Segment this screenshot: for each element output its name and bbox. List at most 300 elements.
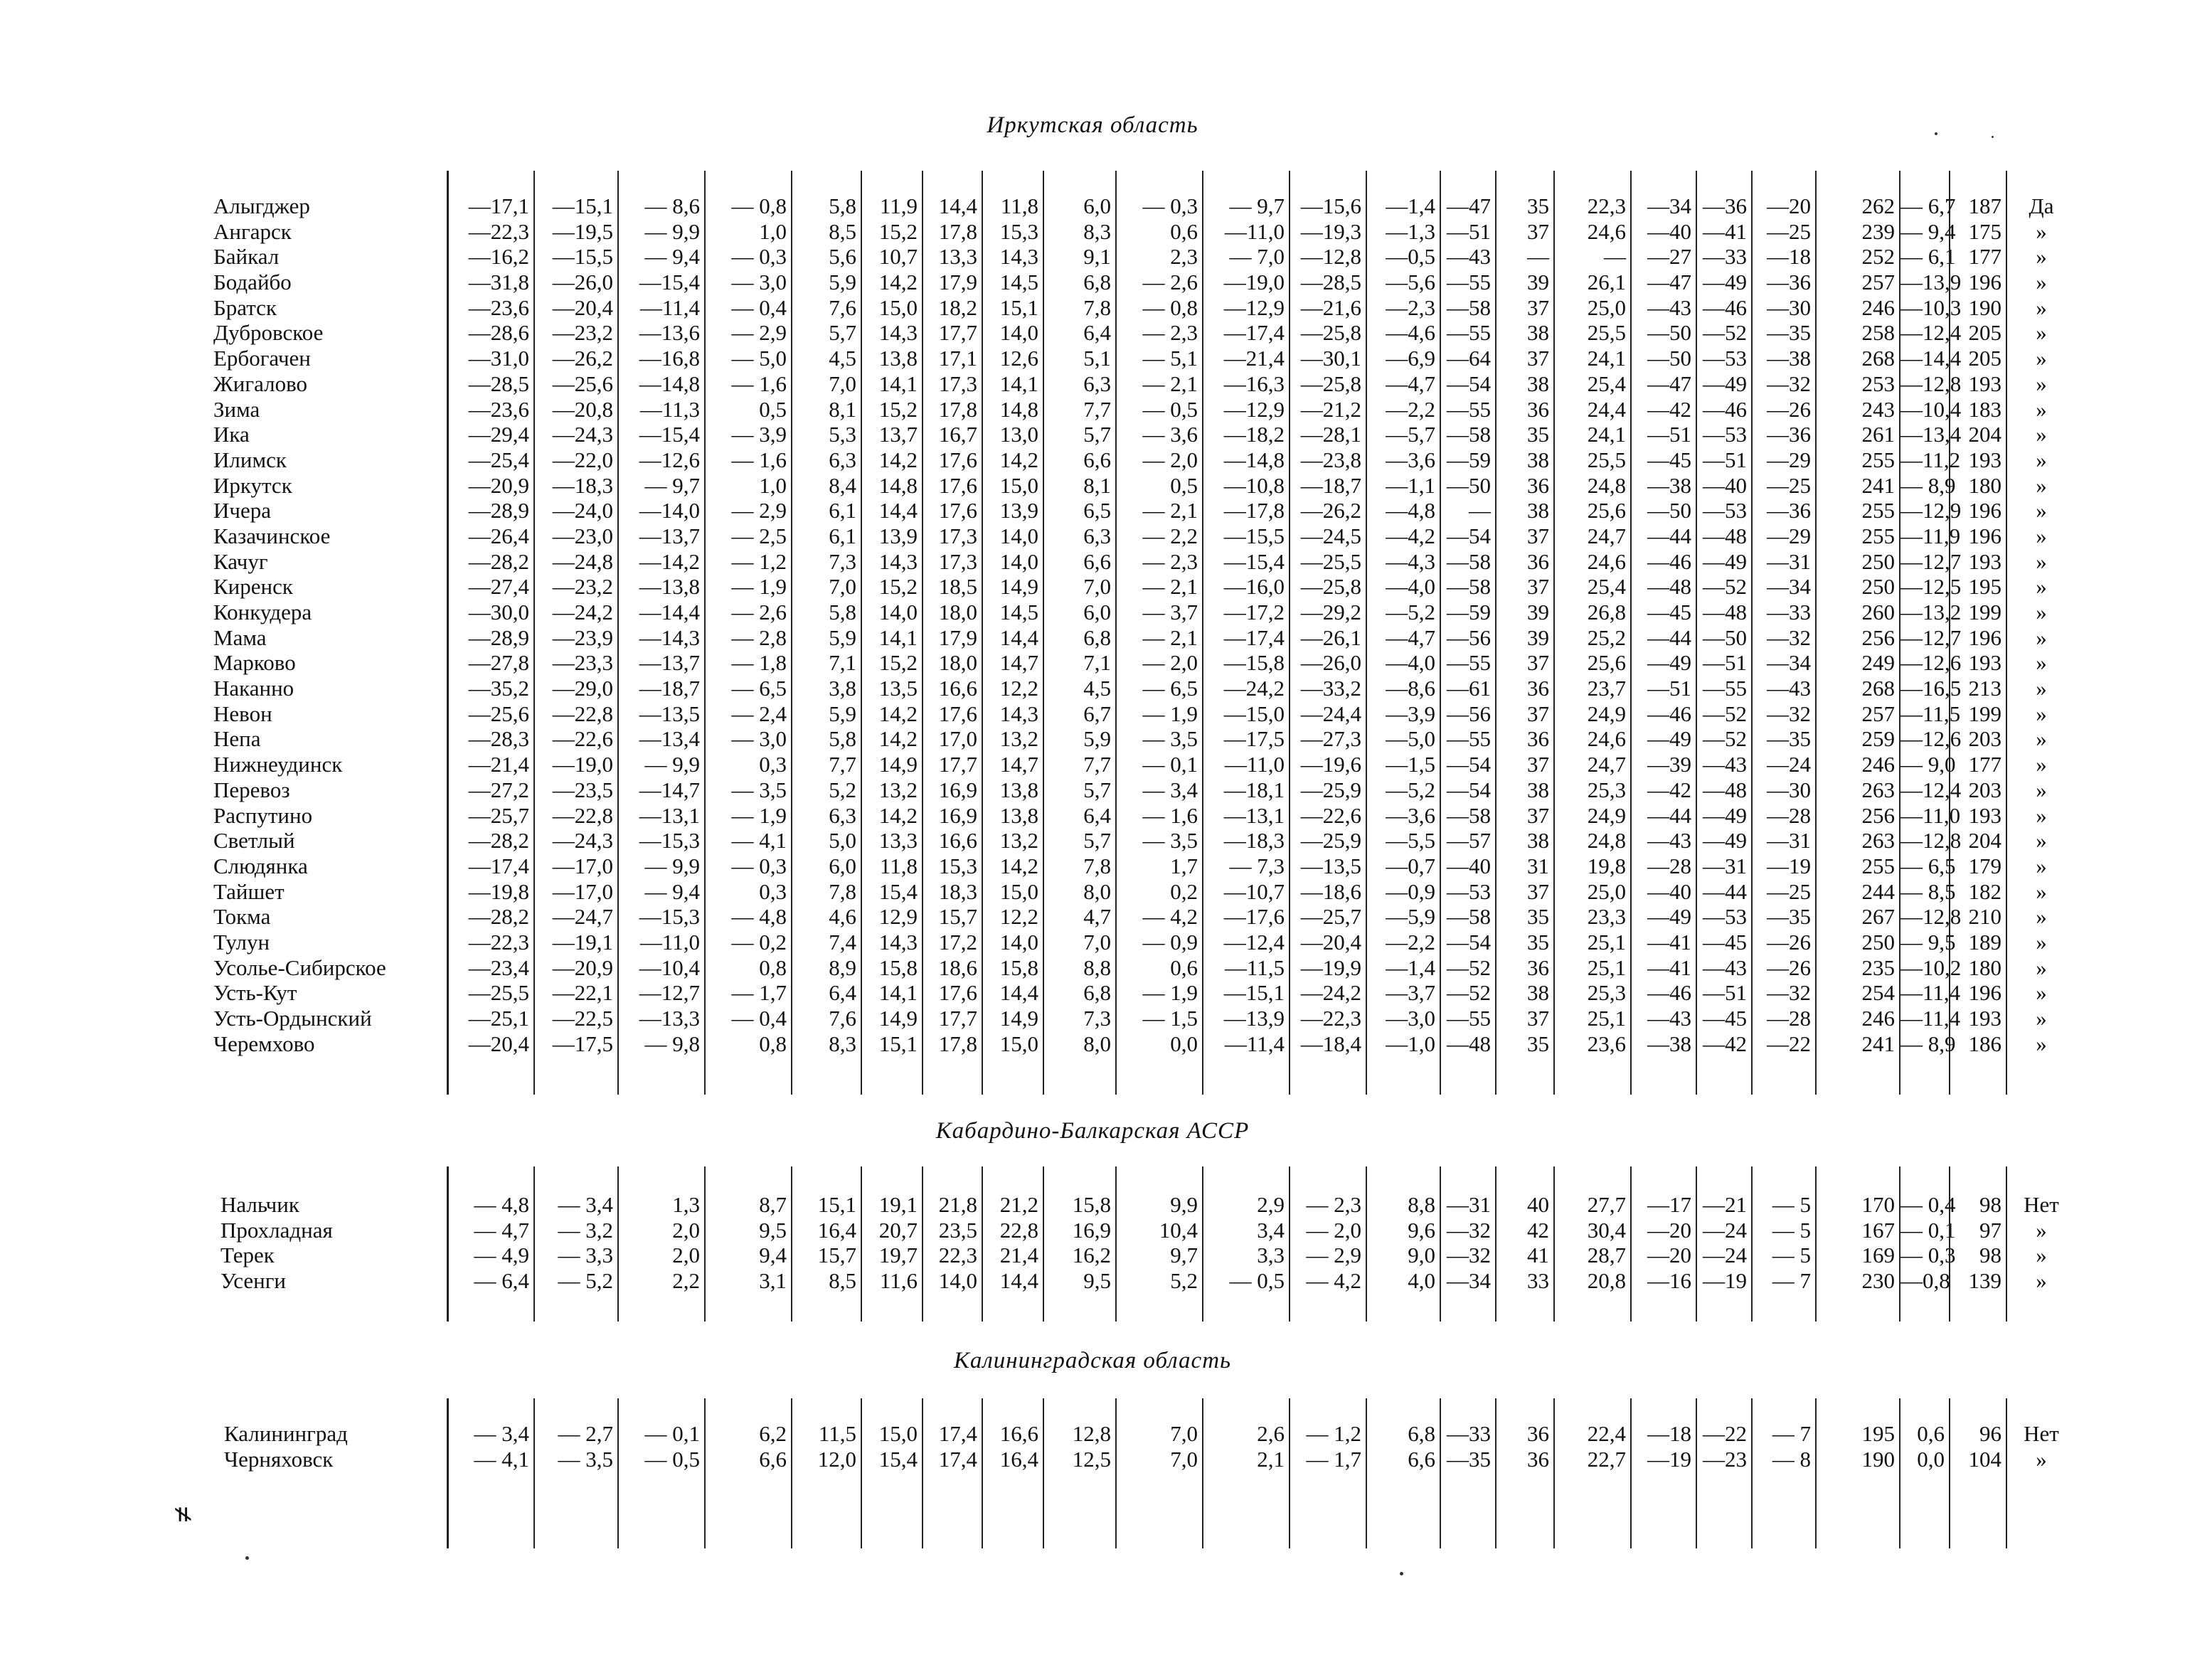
- table-cell: 42: [1527, 1217, 1549, 1243]
- table-cell: 8,0: [1083, 1031, 1111, 1056]
- table-cell: 14,4: [999, 980, 1038, 1006]
- table-cell: —28,3: [468, 726, 529, 752]
- station-name: Терек: [220, 1243, 275, 1268]
- station-name: Невон: [213, 701, 272, 726]
- table-cell: —25,9: [1300, 777, 1361, 802]
- data-column: [1289, 1398, 1366, 1548]
- table-cell: — 6,1: [1900, 244, 1956, 270]
- table-cell: —24,5: [1300, 523, 1361, 548]
- station-name: Черемхово: [213, 1031, 315, 1056]
- table-cell: —18,3: [1223, 828, 1285, 854]
- table-cell: 14,8: [878, 472, 918, 498]
- table-cell: 255: [1861, 853, 1895, 878]
- table-cell: —29: [1767, 447, 1811, 472]
- table-cell: 24,6: [1587, 548, 1626, 574]
- table-cell: —2,3: [1386, 294, 1435, 320]
- station-name: Казачинское: [213, 523, 331, 548]
- table-cell: —34: [1447, 1268, 1491, 1294]
- table-cell: —12,6: [1900, 650, 1962, 676]
- table-cell: —13,1: [639, 802, 700, 828]
- table-cell: 7,0: [1083, 929, 1111, 955]
- table-cell: — 2,3: [1142, 548, 1198, 574]
- table-cell: — 5: [1772, 1217, 1811, 1243]
- table-cell: —21,4: [1223, 346, 1285, 371]
- table-cell: 6,6: [1408, 1446, 1435, 1472]
- table-cell: 6,8: [1408, 1421, 1435, 1446]
- table-cell: 17,4: [938, 1421, 977, 1446]
- table-cell: —45: [1703, 1006, 1747, 1031]
- table-cell: —51: [1447, 218, 1491, 244]
- table-cell: —20,4: [552, 294, 613, 320]
- table-cell: —13,9: [1223, 1006, 1285, 1031]
- table-cell: — 6,5: [731, 676, 787, 701]
- table-cell: —58: [1447, 422, 1491, 447]
- data-column: [1115, 171, 1202, 1095]
- table-cell: —18,7: [1300, 472, 1361, 498]
- table-cell: 256: [1861, 624, 1895, 650]
- table-cell: —23,2: [552, 320, 613, 346]
- data-column: [861, 1166, 922, 1322]
- table-cell: —22,6: [552, 726, 613, 752]
- table-cell: —11,2: [1900, 447, 1961, 472]
- table-cell: — 1,8: [731, 650, 787, 676]
- data-column: [1495, 1398, 1553, 1548]
- table-cell: —: [1604, 244, 1626, 270]
- table-cell: —44: [1703, 878, 1747, 904]
- table-cell: 8,4: [829, 472, 856, 498]
- table-cell: 3,3: [1257, 1243, 1285, 1268]
- table-cell: 169: [1861, 1243, 1895, 1268]
- table-cell: —: [1527, 244, 1549, 270]
- table-cell: —19,8: [468, 878, 529, 904]
- table-cell: 241: [1861, 472, 1895, 498]
- table-cell: —40: [1447, 853, 1491, 878]
- table-cell: 24,7: [1587, 523, 1626, 548]
- last-column: [2013, 193, 2070, 1056]
- table-cell: — 7: [1772, 1268, 1811, 1294]
- table-cell: 7,7: [1083, 396, 1111, 422]
- data-column: [1366, 1166, 1440, 1322]
- table-cell: — 9,9: [644, 218, 700, 244]
- table-cell: 257: [1861, 270, 1895, 295]
- table-cell: —27: [1647, 244, 1691, 270]
- table-cell: 14,2: [999, 853, 1038, 878]
- table-cell: —49: [1703, 371, 1747, 396]
- table-cell: 195: [1968, 574, 2001, 600]
- table-cell: 14,3: [999, 244, 1038, 270]
- table-cell: —22,1: [552, 980, 613, 1006]
- station-names: [224, 1421, 348, 1472]
- table-cell: —25,5: [1300, 548, 1361, 574]
- table-cell: —12,4: [1223, 929, 1285, 955]
- table-cell: 8,3: [1083, 218, 1111, 244]
- table-cell: 0,5: [1170, 472, 1198, 498]
- data-column: [1202, 171, 1289, 1095]
- table-cell: 37: [1527, 1006, 1549, 1031]
- table-cell: —13,6: [639, 320, 700, 346]
- table-cell: —17,4: [1223, 320, 1285, 346]
- table-cell: —29,2: [1300, 600, 1361, 624]
- table-cell: 13,9: [878, 523, 918, 548]
- table-cell: 38: [1527, 777, 1549, 802]
- data-column: [617, 1166, 704, 1322]
- table-cell: —27,3: [1300, 726, 1361, 752]
- table-cell: —12,8: [1900, 904, 1962, 930]
- data-column: [1366, 1398, 1440, 1548]
- table-cell: —24,2: [1223, 676, 1285, 701]
- table-cell: — 7,3: [1229, 853, 1285, 878]
- table-cell: —15,4: [1223, 548, 1285, 574]
- table-cell: —31: [1703, 853, 1747, 878]
- table-cell: —36: [1767, 270, 1811, 295]
- table-cell: —22,5: [552, 1006, 613, 1031]
- table-cell: 13,0: [999, 422, 1038, 447]
- table-cell: —42: [1647, 777, 1691, 802]
- table-cell: — 6,5: [1900, 853, 1956, 878]
- table-cell: —47: [1647, 270, 1691, 295]
- table-cell: 16,9: [938, 777, 977, 802]
- table-cell: 13,9: [999, 498, 1038, 523]
- table-cell: 3,1: [759, 1268, 787, 1294]
- table-cell: 26,1: [1587, 270, 1626, 295]
- station-name: Распутино: [213, 802, 313, 828]
- table-cell: 11,9: [879, 193, 918, 218]
- table-cell: —4,3: [1386, 548, 1435, 574]
- table-cell: 37: [1527, 650, 1549, 676]
- table-cell: —23,3: [552, 650, 613, 676]
- table-cell: 2,0: [672, 1243, 700, 1268]
- table-cell: — 1,9: [731, 574, 787, 600]
- table-cell: —4,8: [1386, 498, 1435, 523]
- last-column-cell: »: [2036, 878, 2047, 904]
- table-cell: —14,4: [1900, 346, 1962, 371]
- table-cell: 24,6: [1587, 726, 1626, 752]
- table-cell: —51: [1703, 980, 1747, 1006]
- table-cell: —36: [1767, 498, 1811, 523]
- table-cell: —54: [1447, 752, 1491, 777]
- table-cell: 1,0: [759, 472, 787, 498]
- data-column: [617, 1398, 704, 1548]
- table-cell: —20: [1767, 193, 1811, 218]
- table-cell: 25,1: [1587, 955, 1626, 980]
- table-cell: —5,6: [1386, 270, 1435, 295]
- table-cell: —24: [1703, 1217, 1747, 1243]
- table-cell: — 5: [1772, 1243, 1811, 1268]
- table-cell: —20,4: [468, 1031, 529, 1056]
- table-cell: 7,7: [1083, 752, 1111, 777]
- table-cell: —15,5: [552, 244, 613, 270]
- table-cell: —36: [1703, 193, 1747, 218]
- table-cell: 14,0: [878, 600, 918, 624]
- table-cell: 253: [1861, 371, 1895, 396]
- table-cell: 263: [1861, 777, 1895, 802]
- table-cell: —25,7: [468, 802, 529, 828]
- table-cell: — 3,0: [731, 726, 787, 752]
- table-cell: 254: [1861, 980, 1895, 1006]
- table-cell: 6,4: [829, 980, 856, 1006]
- table-cell: 257: [1861, 701, 1895, 726]
- table-cell: 14,9: [999, 574, 1038, 600]
- table-cell: —2,2: [1386, 929, 1435, 955]
- table-cell: 12,0: [817, 1446, 856, 1472]
- table-cell: —17,2: [1223, 600, 1285, 624]
- table-cell: 14,3: [878, 929, 918, 955]
- data-column: [447, 1166, 533, 1322]
- table-cell: — 9,9: [644, 752, 700, 777]
- table-cell: 35: [1527, 904, 1549, 930]
- table-cell: —54: [1447, 523, 1491, 548]
- table-cell: —14,8: [1223, 447, 1285, 472]
- table-cell: —52: [1447, 980, 1491, 1006]
- table-cell: —51: [1703, 650, 1747, 676]
- table-cell: 14,2: [999, 447, 1038, 472]
- table-cell: —51: [1647, 676, 1691, 701]
- table-cell: 6,6: [759, 1446, 787, 1472]
- table-cell: — 9,9: [644, 853, 700, 878]
- table-cell: 23,5: [938, 1217, 977, 1243]
- table-cell: —1,4: [1386, 955, 1435, 980]
- table-cell: —55: [1447, 1006, 1491, 1031]
- last-column-cell: »: [2036, 676, 2047, 701]
- last-column-cell: »: [2036, 726, 2047, 752]
- table-cell: 1,7: [1170, 853, 1198, 878]
- table-cell: —48: [1647, 574, 1691, 600]
- table-cell: —15,4: [639, 422, 700, 447]
- table-cell: 182: [1968, 878, 2001, 904]
- data-column: [1115, 1398, 1202, 1548]
- table-cell: —54: [1447, 777, 1491, 802]
- data-column: [1949, 1166, 2006, 1322]
- table-cell: 5,9: [1083, 726, 1111, 752]
- table-cell: 6,1: [829, 523, 856, 548]
- table-cell: —38: [1647, 1031, 1691, 1056]
- table-cell: 21,8: [938, 1192, 977, 1217]
- table-cell: 25,5: [1587, 447, 1626, 472]
- table-cell: —58: [1447, 574, 1491, 600]
- table-cell: 195: [1861, 1421, 1895, 1446]
- table-cell: 252: [1861, 244, 1895, 270]
- table-cell: —54: [1447, 371, 1491, 396]
- table-cell: —11,5: [1224, 955, 1285, 980]
- table-cell: — 0,9: [1142, 929, 1198, 955]
- table-cell: 193: [1968, 548, 2001, 574]
- table-cell: 24,1: [1587, 422, 1626, 447]
- table-cell: 39: [1527, 600, 1549, 624]
- table-cell: 36: [1527, 676, 1549, 701]
- table-cell: 9,1: [1083, 244, 1111, 270]
- data-column: [1553, 171, 1630, 1095]
- station-name: Ичера: [213, 498, 271, 523]
- table-cell: — 1,7: [1306, 1446, 1361, 1472]
- table-cell: 33: [1527, 1268, 1549, 1294]
- table-cell: 249: [1861, 650, 1895, 676]
- table-cell: —50: [1647, 346, 1691, 371]
- table-cell: —11,0: [1224, 752, 1285, 777]
- table-cell: 5,1: [1083, 346, 1111, 371]
- data-column: [982, 1166, 1043, 1322]
- table-cell: — 2,3: [1306, 1192, 1361, 1217]
- table-cell: —19: [1703, 1268, 1747, 1294]
- table-cell: —12,7: [1900, 548, 1962, 574]
- table-cell: 2,9: [1257, 1192, 1285, 1217]
- table-cell: — 2,6: [1142, 270, 1198, 295]
- table-cell: —28: [1647, 853, 1691, 878]
- table-cell: —25,4: [468, 447, 529, 472]
- table-cell: —22,8: [552, 701, 613, 726]
- table-cell: —36: [1767, 422, 1811, 447]
- table-cell: —5,2: [1386, 600, 1435, 624]
- table-cell: 9,5: [1083, 1268, 1111, 1294]
- table-cell: —25,1: [468, 1006, 529, 1031]
- table-cell: 179: [1968, 853, 2001, 878]
- station-name: Жигалово: [213, 371, 308, 396]
- last-column-cell: »: [2036, 1217, 2047, 1243]
- table-cell: —39: [1647, 752, 1691, 777]
- table-cell: —21: [1703, 1192, 1747, 1217]
- table-cell: 5,7: [1083, 422, 1111, 447]
- table-cell: 13,3: [938, 244, 977, 270]
- table-cell: 14,9: [878, 752, 918, 777]
- scan-speck: [245, 1556, 249, 1560]
- station-name: Усенги: [220, 1268, 287, 1294]
- last-column-cell: »: [2036, 244, 2047, 270]
- table-cell: —43: [1767, 676, 1811, 701]
- table-cell: 36: [1527, 1446, 1549, 1472]
- table-cell: —58: [1447, 802, 1491, 828]
- table-cell: — 0,4: [731, 294, 787, 320]
- table-cell: 15,0: [999, 1031, 1038, 1056]
- table-cell: — 1,9: [731, 802, 787, 828]
- last-column-cell: »: [2036, 218, 2047, 244]
- table-cell: 8,0: [1083, 878, 1111, 904]
- table-cell: —15,0: [1223, 701, 1285, 726]
- data-column: [1696, 171, 1751, 1095]
- table-cell: —18,2: [1223, 422, 1285, 447]
- data-column: [922, 1166, 982, 1322]
- table-cell: 36: [1527, 548, 1549, 574]
- table-cell: 25,2: [1587, 624, 1626, 650]
- table-cell: 15,8: [878, 955, 918, 980]
- table-cell: — 9,0: [1900, 752, 1956, 777]
- table-cell: 7,0: [829, 371, 856, 396]
- table-cell: —12,4: [1900, 320, 1962, 346]
- table-cell: —53: [1703, 422, 1747, 447]
- table-cell: 8,8: [1408, 1192, 1435, 1217]
- table-cell: —4,7: [1386, 371, 1435, 396]
- table-cell: —28,9: [468, 624, 529, 650]
- table-cell: —49: [1647, 904, 1691, 930]
- table-cell: —12,7: [639, 980, 700, 1006]
- table-cell: — 1,9: [1142, 980, 1198, 1006]
- table-cell: 250: [1861, 574, 1895, 600]
- table-cell: 24,1: [1587, 346, 1626, 371]
- table-cell: —43: [1703, 752, 1747, 777]
- table-cell: —22,6: [1300, 802, 1361, 828]
- data-column: [617, 171, 704, 1095]
- table-cell: —28,2: [468, 828, 529, 854]
- table-cell: 246: [1861, 1006, 1895, 1031]
- table-cell: — 3,5: [558, 1446, 613, 1472]
- table-cell: 15,8: [999, 955, 1038, 980]
- table-cell: 16,4: [817, 1217, 856, 1243]
- data-column: [533, 171, 617, 1095]
- table-cell: —24,8: [552, 548, 613, 574]
- station-name: Слюдянка: [213, 853, 308, 878]
- table-cell: — 3,0: [731, 270, 787, 295]
- table-cell: —10,2: [1900, 955, 1962, 980]
- table-cell: —23,0: [552, 523, 613, 548]
- table-cell: 10,7: [878, 244, 918, 270]
- table-cell: 14,3: [878, 548, 918, 574]
- table-cell: 11,5: [818, 1421, 856, 1446]
- table-cell: — 1,6: [731, 371, 787, 396]
- table-cell: 39: [1527, 270, 1549, 295]
- station-name: Бодайбо: [213, 270, 292, 295]
- table-cell: 25,5: [1587, 320, 1626, 346]
- station-name: Черняховск: [224, 1446, 334, 1472]
- table-cell: —55: [1447, 270, 1491, 295]
- data-column: [1366, 171, 1440, 1095]
- table-cell: — 9,7: [1229, 193, 1285, 218]
- table-cell: 17,7: [938, 320, 977, 346]
- table-cell: 37: [1527, 574, 1549, 600]
- table-cell: —45: [1647, 447, 1691, 472]
- table-cell: — 0,4: [1900, 1192, 1956, 1217]
- table-cell: — 0,1: [1142, 752, 1198, 777]
- table-cell: — 0,5: [1229, 1268, 1285, 1294]
- table-cell: 10,4: [1159, 1217, 1198, 1243]
- table-cell: —26: [1767, 929, 1811, 955]
- data-column: [1949, 1398, 2006, 1548]
- table-cell: — 5,1: [1142, 346, 1198, 371]
- table-cell: — 3,5: [1142, 726, 1198, 752]
- table-cell: 24,8: [1587, 828, 1626, 854]
- last-column-cell: »: [2036, 929, 2047, 955]
- station-name: Ангарск: [213, 218, 292, 244]
- table-cell: —1,0: [1386, 1031, 1435, 1056]
- table-cell: 0,8: [759, 955, 787, 980]
- data-column: [791, 1398, 861, 1548]
- table-cell: 2,0: [672, 1217, 700, 1243]
- table-cell: —26: [1767, 396, 1811, 422]
- station-name: Зима: [213, 396, 260, 422]
- table-cell: —32: [1767, 624, 1811, 650]
- table-cell: — 1,2: [1306, 1421, 1361, 1446]
- table-cell: —29,0: [552, 676, 613, 701]
- table-cell: —58: [1447, 294, 1491, 320]
- table-cell: 25,0: [1587, 878, 1626, 904]
- table-cell: 9,9: [1170, 1192, 1198, 1217]
- table-cell: —24,2: [552, 600, 613, 624]
- scan-speck: [1935, 132, 1937, 135]
- table-cell: 5,8: [829, 600, 856, 624]
- table-cell: 15,7: [817, 1243, 856, 1268]
- table-cell: —33,2: [1300, 676, 1361, 701]
- table-cell: 255: [1861, 447, 1895, 472]
- table-cell: 25,4: [1587, 574, 1626, 600]
- last-column-cell: »: [2036, 904, 2047, 930]
- table-cell: — 2,2: [1142, 523, 1198, 548]
- last-column-cell: »: [2036, 320, 2047, 346]
- table-cell: —33: [1703, 244, 1747, 270]
- table-cell: 6,7: [1083, 701, 1111, 726]
- table-cell: 199: [1968, 600, 2001, 624]
- table-cell: 13,8: [999, 802, 1038, 828]
- table-cell: — 3,3: [558, 1243, 613, 1268]
- table-cell: —17: [1647, 1192, 1691, 1217]
- table-cell: 193: [1968, 650, 2001, 676]
- table-cell: —21,4: [468, 752, 529, 777]
